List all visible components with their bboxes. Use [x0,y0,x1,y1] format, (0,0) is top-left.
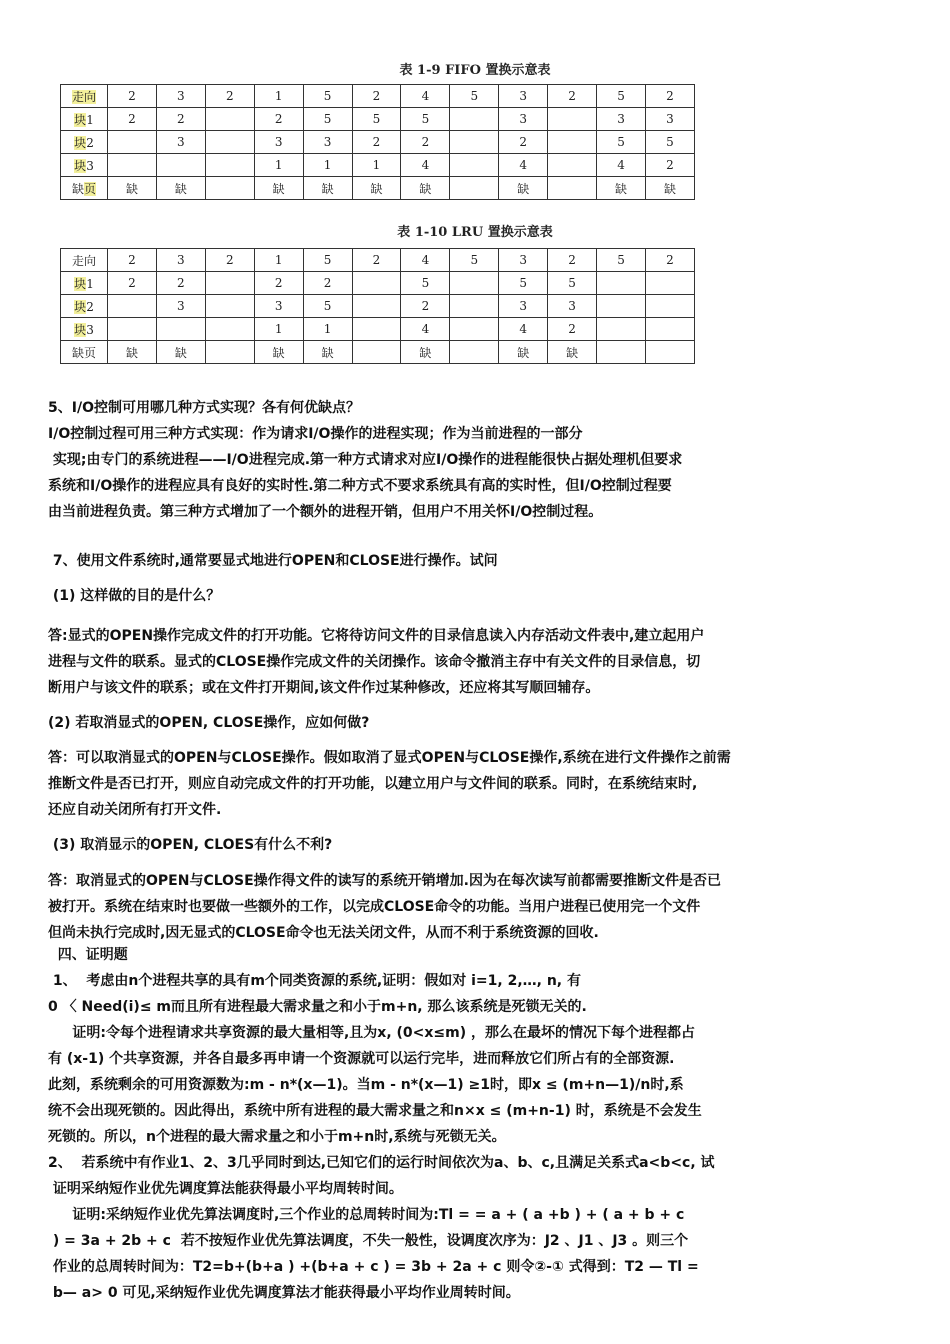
table-row [61,154,695,177]
table-cell: 5 [645,131,694,154]
table-cell: 5 [597,131,646,154]
row-label-highlight: 块 [74,322,87,337]
table-cell [156,154,205,177]
proofs-section [48,943,913,1307]
table-cell: 4 [401,318,450,341]
text-line: 0 〈 Need(i)≤ m而且所有进程最大需求量之和小于m+n, 那么该系统是死锁无关的. [48,999,587,1015]
table-cell: 2 [205,85,254,108]
table-cell [205,131,254,154]
row-label: 缺页 [61,341,108,364]
question-7-3: (3) 取消显示的OPEN, CLOES有什么不利? [48,837,333,853]
table-cell: 4 [499,318,548,341]
table-cell [645,341,694,364]
table-cell: 缺 [645,177,694,200]
table-cell: 5 [303,249,352,272]
table-cell: 缺 [303,177,352,200]
table-cell: 缺 [401,341,450,364]
table-cell: 4 [499,154,548,177]
answer-7-1 [48,623,913,701]
table-cell: 2 [108,108,157,131]
table-cell: 4 [401,85,450,108]
text-line: 证明:采纳短作业优先算法调度时,三个作业的总周转时间为:Tl = = a + ( a +b ) + ( a + b + c [48,1207,685,1223]
table-cell: 缺 [499,177,548,200]
table-cell: 4 [401,154,450,177]
table-cell: 缺 [108,341,157,364]
text-line: 答:显式的OPEN操作完成文件的打开功能。它将待访问文件的目录信息读入内存活动文件表中,建立起用户 [48,628,705,644]
text-line: I/O控制过程可用三种方式实现：作为请求I/O操作的进程实现；作为当前进程的一部分 [48,426,583,442]
row-label: 块3 [61,318,108,341]
table-cell [205,341,254,364]
text-line: ) = 3a + 2b + c 若不按短作业优先算法调度，不失一般性，设调度次序为：J2 、J1 、J3 。则三个 [48,1233,689,1249]
table-cell: 2 [352,131,401,154]
table-cell: 2 [156,108,205,131]
table-row [61,131,695,154]
table-cell: 1 [254,249,303,272]
row-label-highlight: 页 [84,181,97,196]
table-cell [205,318,254,341]
table-cell [205,108,254,131]
table2-caption: 表 1-10 LRU 置换示意表 [397,225,553,240]
table-cell: 缺 [597,177,646,200]
table-cell: 2 [548,85,597,108]
table-cell: 缺 [156,341,205,364]
table-cell: 5 [499,272,548,295]
table-cell: 3 [548,295,597,318]
table-cell [597,318,646,341]
question-5-block [48,395,913,525]
table-cell: 2 [548,249,597,272]
text-line: 2、 若系统中有作业1、2、3几乎同时到达,已知它们的运行时间依次为a、b、c,且满足关系式a<b<c, 试 [48,1155,715,1171]
table-cell [352,341,401,364]
table-cell: 2 [401,131,450,154]
table-cell: 3 [499,85,548,108]
text-line: 1、 考虑由n个进程共享的具有m个同类资源的系统,证明：假如对 i=1, 2,…, n, 有 [48,973,581,989]
table-cell: 4 [597,154,646,177]
table-cell: 缺 [108,177,157,200]
answer-7-2 [48,745,913,823]
table-cell: 缺 [548,341,597,364]
table-cell: 2 [401,295,450,318]
row-label: 块2 [61,295,108,318]
table-cell [450,295,499,318]
table-cell: 2 [499,131,548,154]
table-cell: 1 [254,318,303,341]
table-cell: 1 [303,154,352,177]
table-cell: 2 [108,249,157,272]
table-cell [450,272,499,295]
row-label: 块1 [61,108,108,131]
table-cell: 2 [645,85,694,108]
table-cell: 缺 [352,177,401,200]
table-cell [450,154,499,177]
text-line: 死锁的。所以，n个进程的最大需求量之和小于m+n时,系统与死锁无关。 [48,1129,506,1145]
table-cell: 4 [401,249,450,272]
table-cell: 5 [303,85,352,108]
table-cell: 2 [645,154,694,177]
table-cell [205,177,254,200]
text-line: 四、证明题 [48,947,128,963]
table-cell: 5 [548,272,597,295]
table-cell: 5 [597,249,646,272]
table-cell: 3 [156,85,205,108]
table-cell [450,131,499,154]
table-cell [645,318,694,341]
text-line: b— a> 0 可见,采纳短作业优先调度算法才能获得最小平均作业周转时间。 [48,1285,520,1301]
row-label: 走向 [61,249,108,272]
table-row [61,295,695,318]
text-line: 推断文件是否已打开，则应自动完成文件的打开功能，以建立用户与文件间的联系。同时，在系统结束时, [48,776,698,792]
text-line: 证明:令每个进程请求共享资源的最大量相等,且为x, (0<x≤m) ，那么在最坏的情况下每个进程都占 [48,1025,695,1041]
table-cell: 2 [254,108,303,131]
row-label-highlight: 块 [74,299,87,314]
table-cell: 缺 [156,177,205,200]
table-row [61,108,695,131]
table-cell: 5 [401,108,450,131]
table-cell: 3 [499,295,548,318]
text-line: 5、I/O控制可用哪几种方式实现？各有何优缺点？ [48,400,360,416]
table-cell: 2 [108,85,157,108]
table-cell [108,131,157,154]
table-cell: 2 [254,272,303,295]
table-cell [450,341,499,364]
table-cell: 3 [499,249,548,272]
text-line: 答：可以取消显式的OPEN与CLOSE操作。假如取消了显式OPEN与CLOSE操作,系统在进行文件操作之前需 [48,750,731,766]
table-cell: 3 [156,295,205,318]
table-cell [645,272,694,295]
question-7-1: (1) 这样做的目的是什么？ [48,588,221,604]
row-label: 块2 [61,131,108,154]
table-cell [548,177,597,200]
row-label-highlight: 块 [74,135,87,150]
text-line: 被打开。系统在结束时也要做一些额外的工作，以完成CLOSE命令的功能。当用户进程已使用完一个文件 [48,899,701,915]
table-cell: 5 [401,272,450,295]
table-cell [108,318,157,341]
row-label-highlight: 块 [74,112,87,127]
table-cell: 5 [352,108,401,131]
text-line: 统不会出现死锁的。因此得出，系统中所有进程的最大需求量之和n×x ≤ (m+n-1) 时，系统是不会发生 [48,1103,702,1119]
row-label: 块3 [61,154,108,177]
table-row [61,272,695,295]
table-cell [352,295,401,318]
table-cell: 5 [303,108,352,131]
table-cell: 3 [156,131,205,154]
question-7-2: (2) 若取消显式的OPEN, CLOSE操作，应如何做? [48,715,370,731]
text-line: 此刻，系统剩余的可用资源数为:m - n*(x—1)。当m - n*(x—1) ≥1时，即x ≤ (m+n—1)/n时,系 [48,1077,684,1093]
row-label-highlight: 块 [74,158,87,173]
table-cell: 2 [352,85,401,108]
table-cell: 2 [352,249,401,272]
table-cell [156,318,205,341]
table-cell [548,131,597,154]
text-line: 由当前进程负责。第三种方式增加了一个额外的进程开销，但用户不用关怀I/O控制过程。 [48,504,603,520]
table-row [61,177,695,200]
table-cell: 1 [254,85,303,108]
text-line: 实现;由专门的系统进程——I/O进程完成.第一种方式请求对应I/O操作的进程能很快占据处理机但要求 [48,452,683,468]
table-cell: 2 [303,272,352,295]
table-cell [450,177,499,200]
lru-table [60,248,695,364]
table-cell: 1 [303,318,352,341]
table-cell: 3 [597,108,646,131]
table-cell [548,154,597,177]
table-row [61,341,695,364]
text-line: 断用户与该文件的联系；或在文件打开期间,该文件作过某种修改，还应将其写顺回辅存。 [48,680,600,696]
table-cell: 3 [499,108,548,131]
table-cell [597,295,646,318]
table-row [61,85,695,108]
table-cell: 3 [645,108,694,131]
text-line: 系统和I/O操作的进程应具有良好的实时性.第二种方式不要求系统具有高的实时性，但I/O控制过程要 [48,478,672,494]
table-cell: 缺 [254,177,303,200]
table-cell: 5 [450,249,499,272]
table-cell: 2 [108,272,157,295]
table-cell: 1 [352,154,401,177]
fifo-table [60,84,695,200]
text-line: 有 (x-1) 个共享资源，并各自最多再申请一个资源就可以运行完毕，进而释放它们所占有的全部资源. [48,1051,675,1067]
text-line: 答：取消显式的OPEN与CLOSE操作得文件的读写的系统开销增加.因为在每次读写前都需要推断文件是否已 [48,873,722,889]
row-label: 块1 [61,272,108,295]
table-cell [450,108,499,131]
text-line: 作业的总周转时间为：T2=b+(b+a ) +(b+a + c ) = 3b + 2a + c 则令②-① 式得到：T2 — Tl = [48,1259,699,1275]
table-cell: 2 [645,249,694,272]
table-cell: 5 [303,295,352,318]
table-cell [450,318,499,341]
table-cell: 缺 [401,177,450,200]
table-cell: 1 [254,154,303,177]
row-label [61,85,108,108]
row-label-highlight: 块 [74,276,87,291]
table-cell: 3 [254,295,303,318]
table-row [61,249,695,272]
table-cell [597,272,646,295]
table-cell [645,295,694,318]
table-cell: 5 [450,85,499,108]
text-line: 但尚未执行完成时,因无显式的CLOSE命令也无法关闭文件，从而不利于系统资源的回收. [48,925,599,941]
table-cell [352,272,401,295]
table-cell: 缺 [499,341,548,364]
table-cell [597,341,646,364]
answer-7-3 [48,868,913,946]
table-cell: 2 [156,272,205,295]
table-cell [205,154,254,177]
table-cell: 缺 [254,341,303,364]
table-cell: 2 [205,249,254,272]
table-cell: 3 [254,131,303,154]
text-line: 进程与文件的联系。显式的CLOSE操作完成文件的关闭操作。该命令撤消主存中有关文件的目录信息，切 [48,654,701,670]
table-row [61,318,695,341]
row-label: 缺页 [61,177,108,200]
question-7-title: 7、使用文件系统时,通常要显式地进行OPEN和CLOSE进行操作。试问 [48,553,498,569]
table-cell: 缺 [303,341,352,364]
table-cell [108,154,157,177]
table-cell [108,295,157,318]
table-cell: 2 [548,318,597,341]
text-line: 还应自动关闭所有打开文件. [48,802,222,818]
table-cell: 3 [303,131,352,154]
row-label-highlight: 走向 [71,89,96,104]
table-cell: 5 [597,85,646,108]
table1-caption: 表 1-9 FIFO 置换示意表 [399,63,551,78]
table-cell [548,108,597,131]
text-line: 证明采纳短作业优先调度算法能获得最小平均周转时间。 [48,1181,403,1197]
table-cell: 3 [156,249,205,272]
table-cell [352,318,401,341]
table-cell [205,295,254,318]
table-cell [205,272,254,295]
